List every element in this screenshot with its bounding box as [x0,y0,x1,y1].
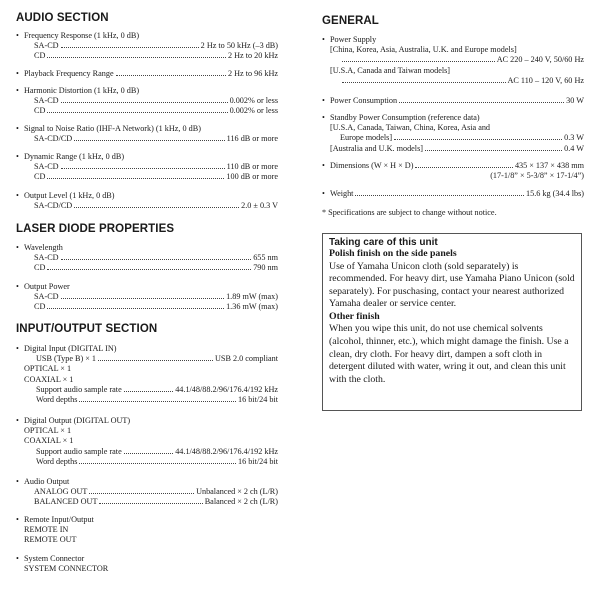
spec-dimensions [322,161,584,181]
dot-leader [61,298,225,299]
spec-row [322,144,584,154]
dot-leader [394,139,562,140]
spec-footnote: * Specifications are subject to change without notice. [322,208,497,217]
general-section-title: GENERAL [322,15,379,27]
spec-row [322,55,584,65]
spec-row [16,292,278,302]
dot-leader [124,453,173,454]
dot-leader [355,195,524,196]
spec-value: 1.89 mW (max) [226,292,278,302]
spec-value: 0.002% or less [229,106,278,116]
spec-harmonic-distortion [16,86,278,117]
spec-head: • Power Supply [322,35,584,45]
spec-power-supply [322,35,584,86]
spec-head: • Standby Power Consumption (reference data) [322,113,584,123]
spec-label: SA-CD/CD [34,134,73,144]
spec-value: 110 dB or more [226,162,278,172]
spec-value: 655 nm [253,253,278,263]
spec-power-consumption [322,96,584,106]
spec-label: BALANCED OUT [34,497,98,507]
spec-remote [16,515,278,546]
spec-label: [Australia and U.K. models] [330,143,423,153]
spec-value: 16 bit/24 bit [237,456,278,466]
care-subtitle-other: Other finish [329,310,380,322]
spec-value: 790 nm [253,263,278,273]
spec-label: • Power Consumption [330,96,398,105]
spec-signal-noise [16,124,278,144]
spec-value: 0.002% or less [229,96,278,106]
spec-head: • Harmonic Distortion (1 kHz, 0 dB) [16,86,278,96]
spec-row [16,172,278,182]
spec-row [16,162,278,172]
spec-value: 2.0 ± 0.3 V [241,201,278,211]
spec-line: REMOTE IN [24,525,69,535]
spec-value: 100 dB or more [226,172,278,182]
spec-digital-output [16,416,278,467]
dot-leader [89,493,194,494]
spec-head: • Dynamic Range (1 kHz, 0 dB) [16,152,278,162]
care-title: Taking care of this unit [329,237,438,248]
spec-value: 2 Hz to 50 kHz (–3 dB) [200,41,278,51]
spec-row [16,51,278,61]
spec-playback-range [16,69,278,79]
spec-line: COAXIAL × 1 [24,436,74,446]
spec-label: Word depths [36,456,78,466]
spec-value: AC 110 – 120 V, 60 Hz [507,75,584,85]
dot-leader [399,102,564,103]
spec-line: (17-1/8” × 5-3/8” × 17-1/4”) [490,171,584,181]
spec-head: • Digital Output (DIGITAL OUT) [16,416,278,426]
spec-digital-input [16,344,278,405]
spec-row [16,201,278,211]
spec-value: Unbalanced × 2 ch (L/R) [196,487,278,497]
spec-row [322,189,584,199]
spec-row [16,96,278,106]
dot-leader [342,82,506,83]
spec-head: • Output Level (1 kHz, 0 dB) [16,191,278,201]
spec-label: ANALOG OUT [34,487,88,497]
spec-row [322,96,584,106]
spec-line: [U.S.A, Canada and Taiwan models] [330,65,451,75]
spec-dynamic-range [16,152,278,183]
dot-leader [61,47,199,48]
dot-leader [47,308,224,309]
spec-label: SA-CD [34,96,59,106]
spec-value: 435 × 137 × 438 mm [514,161,584,170]
spec-row [16,253,278,263]
spec-label: CD [34,51,46,61]
dot-leader [79,401,236,402]
spec-label: • Weight [330,189,354,198]
spec-line: REMOTE OUT [24,535,77,545]
spec-value: 16 bit/24 bit [237,395,278,405]
spec-label: SA-CD [34,41,59,51]
spec-value: 0.4 W [564,143,584,153]
care-text-polish: Use of Yamaha Unicon cloth (sold separately) is recommended. For heavy dirt, use Yamaha Piano Unicon (sold separately). For puschasing, contact your nearest authorized Yamaha dealer or service center. [329,260,575,310]
spec-value: USB 2.0 compliant [215,354,278,364]
spec-line: OPTICAL × 1 [24,364,72,374]
dot-leader [116,75,226,76]
spec-frequency-response [16,31,278,62]
dot-leader [61,259,252,260]
spec-label: CD [34,302,46,312]
spec-label: Europe models] [340,133,393,143]
spec-row [16,69,278,79]
spec-standby-power [322,113,584,154]
spec-label: SA-CD [34,162,59,172]
spec-label: Support audio sample rate [36,384,122,394]
spec-label: SA-CD [34,292,59,302]
spec-line: OPTICAL × 1 [24,426,72,436]
spec-value: 15.6 kg (34.4 lbs) [526,189,584,198]
spec-line: COAXIAL × 1 [24,374,74,384]
spec-head: • Digital Input (DIGITAL IN) [16,344,278,354]
spec-row [322,161,584,171]
dot-leader [74,207,239,208]
dot-leader [74,140,224,141]
spec-row [16,487,278,497]
dot-leader [98,360,213,361]
spec-label: SA-CD [34,253,59,263]
spec-row [16,41,278,51]
spec-value: Balanced × 2 ch (L/R) [204,497,278,507]
spec-line: [U.S.A, Canada, Taiwan, China, Korea, Asia and [330,123,491,133]
dot-leader [342,61,495,62]
spec-value: 2 Hz to 96 kHz [227,69,278,78]
spec-label: • Playback Frequency Range [24,69,114,78]
spec-label: USB (Type B) × 1 [36,354,96,364]
spec-value: 0.3 W [564,133,584,143]
io-section-title: INPUT/OUTPUT SECTION [16,323,158,335]
spec-label: SA-CD/CD [34,201,73,211]
spec-line: [China, Korea, Asia, Australia, U.K. and Europe models] [330,45,517,55]
spec-label: • Dimensions (W × H × D) [330,161,414,170]
spec-row [16,395,278,405]
spec-value: AC 220 – 240 V, 50/60 Hz [496,55,584,65]
spec-row [16,263,278,273]
dot-leader [425,150,562,151]
spec-label: CD [34,172,46,182]
spec-label: Word depths [36,395,78,405]
spec-audio-output [16,477,278,508]
dot-leader [124,391,173,392]
spec-label: CD [34,106,46,116]
spec-value: 44.1/48/88.2/96/176.4/192 kHz [175,384,278,394]
dot-leader [47,112,227,113]
spec-value: 44.1/48/88.2/96/176.4/192 kHz [175,446,278,456]
dot-leader [79,463,236,464]
dot-leader [61,168,225,169]
spec-head: • Signal to Noise Ratio (IHF-A Network) (1 kHz, 0 dB) [16,124,278,134]
spec-label: CD [34,263,46,273]
spec-value: 2 Hz to 20 kHz [227,51,278,61]
spec-row [16,354,278,364]
spec-head: • Remote Input/Output [16,515,278,525]
spec-line: SYSTEM CONNECTOR [24,564,109,574]
spec-head: • System Connector [16,554,278,564]
dot-leader [47,269,251,270]
laser-section-title: LASER DIODE PROPERTIES [16,223,175,235]
spec-row [322,76,584,86]
dot-leader [47,57,226,58]
spec-value: 30 W [566,96,584,105]
dot-leader [99,503,202,504]
dot-leader [415,167,512,168]
spec-head: • Audio Output [16,477,278,487]
spec-label: Support audio sample rate [36,446,122,456]
spec-output-level [16,191,278,211]
spec-row [16,385,278,395]
spec-head: • Frequency Response (1 kHz, 0 dB) [16,31,278,41]
spec-row [16,457,278,467]
spec-output-power [16,282,278,313]
spec-row [16,447,278,457]
dot-leader [61,102,228,103]
care-box [322,233,582,411]
dot-leader [47,178,224,179]
spec-row [16,106,278,116]
care-subtitle-polish: Polish finish on the side panels [329,248,457,259]
spec-head: • Output Power [16,282,278,292]
care-text-other: When you wipe this unit, do not use chemical solvents (alcohol, thinner, etc.), which might damage the finish. Use a clean, dry cloth. For heavy dirt, dampen a soft cloth in detergent diluted with water, wring it out, and clean this unit with the cloth. [329,323,569,385]
spec-row [322,133,584,143]
spec-row [16,302,278,312]
spec-row [16,134,278,144]
audio-section-title: AUDIO SECTION [16,12,109,24]
spec-value: 1.36 mW (max) [226,302,278,312]
spec-head: • Wavelength [16,243,278,253]
spec-system-connector [16,554,278,574]
spec-wavelength [16,243,278,274]
spec-value: 116 dB or more [226,134,278,144]
spec-weight [322,189,584,199]
spec-row [16,497,278,507]
